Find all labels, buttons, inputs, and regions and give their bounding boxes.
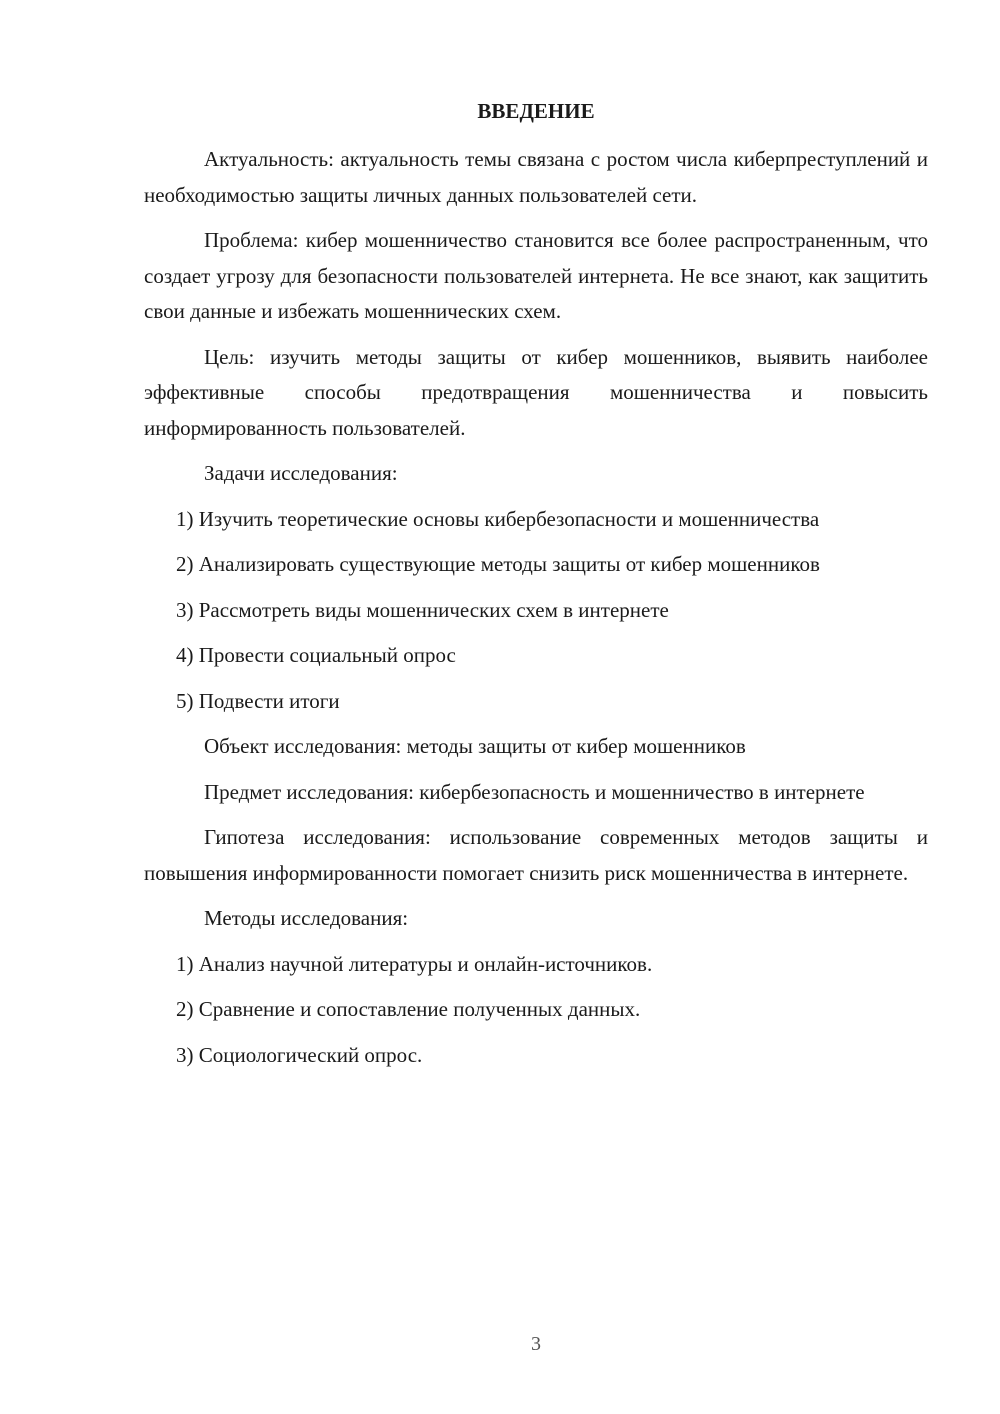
task-item: 4) Провести социальный опрос: [176, 643, 456, 667]
paragraph-goal: Цель: изучить методы защиты от кибер мошенников, выявить наиболее эффективные способы предотвращения мошенничества и повысить информированность пользователей.: [144, 344, 928, 440]
document-body: [144, 142, 928, 1083]
page-number: 3: [531, 1333, 541, 1355]
paragraph-object: Объект исследования: методы защиты от кибер мошенников: [204, 734, 746, 758]
method-item: 1) Анализ научной литературы и онлайн-источников.: [176, 951, 653, 976]
tasks-title: Задачи исследования:: [204, 461, 398, 485]
task-item: 3) Рассмотреть виды мошеннических схем в интернете: [176, 597, 669, 622]
task-item: 1) Изучить теоретические основы кибербезопасности и мошенничества: [176, 506, 820, 531]
paragraph-problem: Проблема: кибер мошенничество становится все более распространенным, что создает угрозу для безопасности пользователей интернета. Не все знают, как защитить свои данные и избежать мошеннических схем.: [144, 228, 928, 323]
paragraph-subject: Предмет исследования: кибербезопасность и мошенничество в интернете: [204, 779, 865, 804]
method-item: 3) Социологический опрос.: [176, 1042, 423, 1067]
task-item: 2) Анализировать существующие методы защиты от кибер мошенников: [176, 552, 820, 576]
paragraph-relevance: Актуальность: актуальность темы связана с ростом числа киберпреступлений и необходимостью защиты личных данных пользователей сети.: [144, 147, 928, 207]
method-item: 2) Сравнение и сопоставление полученных данных.: [176, 997, 641, 1021]
task-item: 5) Подвести итоги: [176, 688, 340, 713]
paragraph-hypothesis: Гипотеза исследования: использование современных методов защиты и повышения информированности помогает снизить риск мошенничества в интернете.: [144, 825, 928, 885]
section-heading: ВВЕДЕНИЕ: [477, 99, 595, 123]
methods-title: Методы исследования:: [204, 906, 409, 930]
